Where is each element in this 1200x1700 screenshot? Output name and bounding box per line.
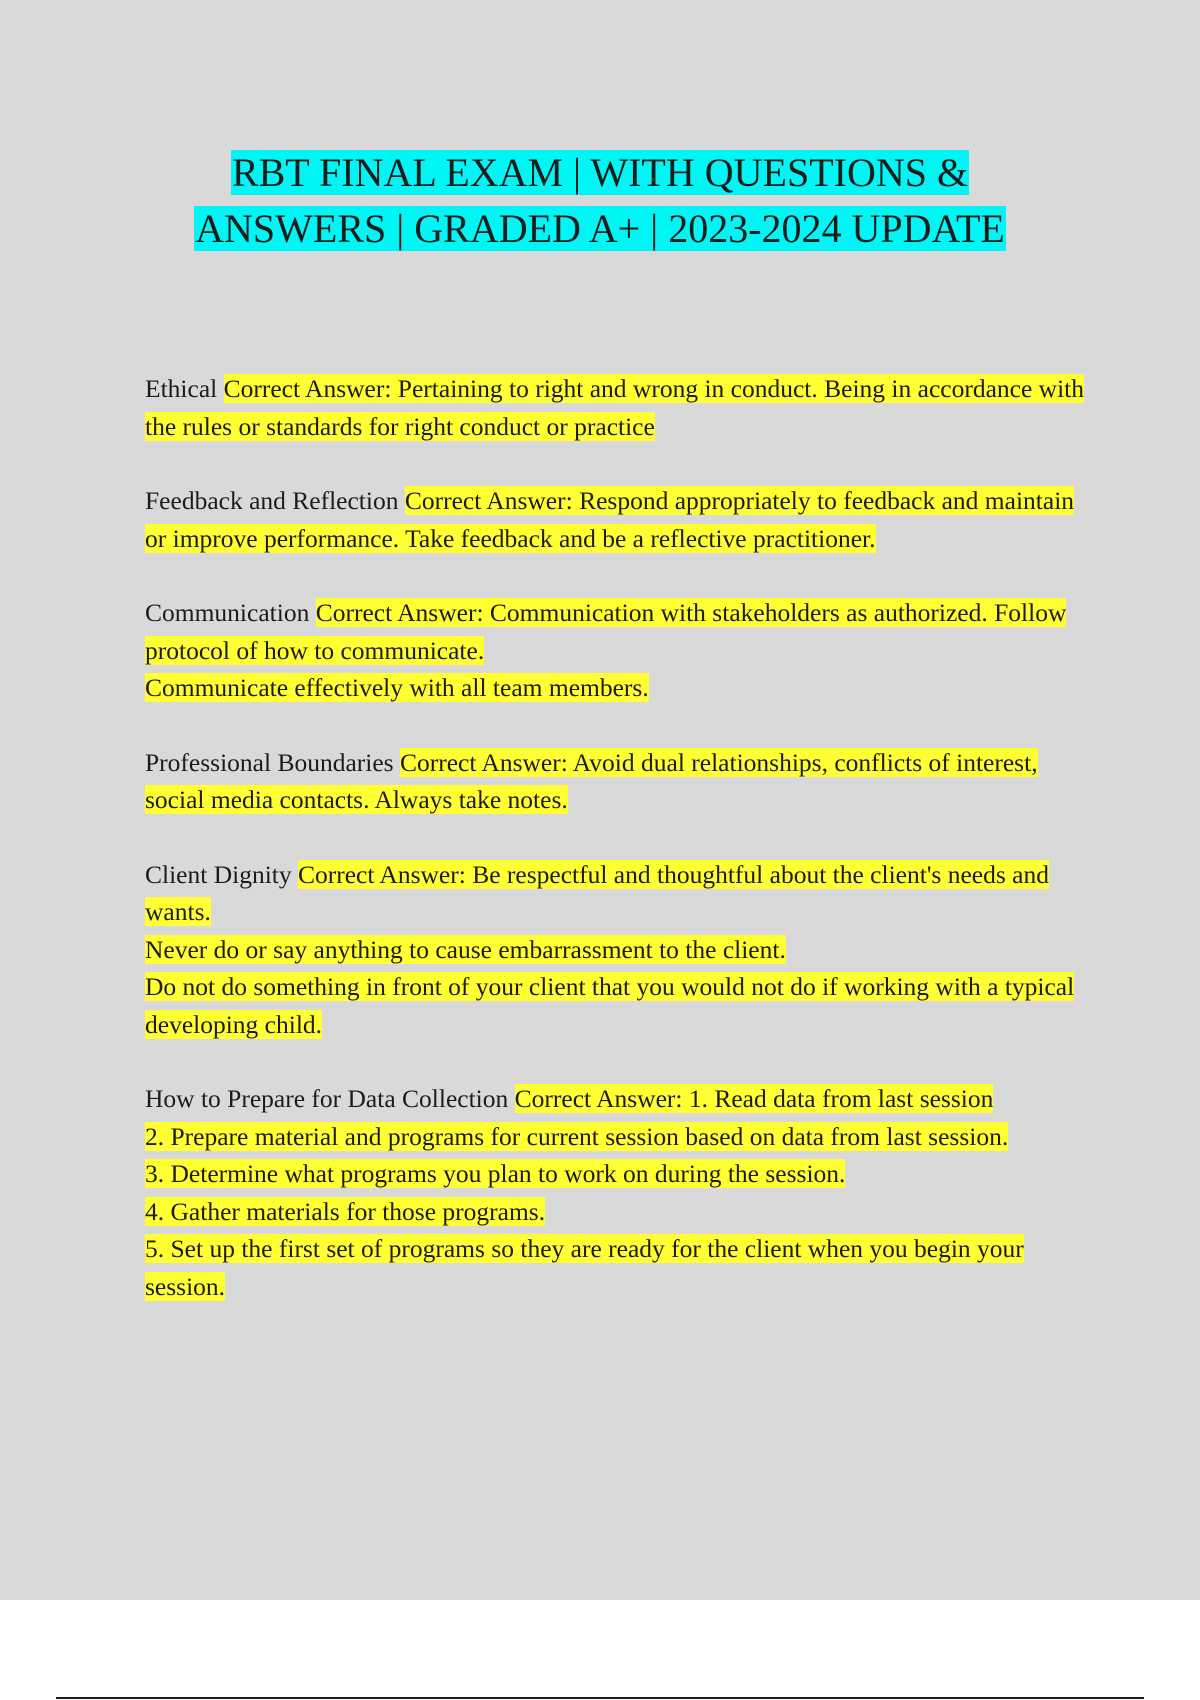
qa-entry-feedback-and-reflection <box>145 482 1095 557</box>
qa-answer: Correct Answer: 1. Read data from last session <box>514 1084 994 1113</box>
qa-list <box>145 370 1095 1342</box>
qa-answer: Correct Answer: Avoid dual relationships, conflicts of interest, social media contacts. Always take notes. <box>145 747 1038 814</box>
qa-term: Professional Boundaries <box>145 747 394 777</box>
qa-entry-communication <box>145 594 1095 707</box>
qa-term: Communication <box>145 598 310 627</box>
qa-answer-line: Do not do something in front of your client that you would not do if working with a typical developing child. <box>145 972 1075 1039</box>
qa-term: Feedback and Reflection <box>145 486 399 515</box>
qa-answer-line: 4. Gather materials for those programs. <box>145 1196 546 1226</box>
qa-term: Client Dignity <box>145 859 292 889</box>
qa-entry-professional-boundaries <box>145 744 1095 819</box>
qa-answer-line: Never do or say anything to cause embarrassment to the client. <box>145 934 786 964</box>
qa-answer: Correct Answer: Pertaining to right and wrong in conduct. Being in accordance with the rules or standards for right conduct or practice <box>145 374 1084 441</box>
qa-term: Ethical <box>145 374 218 403</box>
page-divider <box>56 1697 1144 1699</box>
qa-answer: Correct Answer: Be respectful and thoughtful about the client's needs and wants. <box>145 859 1049 926</box>
qa-answer-line: 3. Determine what programs you plan to work on during the session. <box>145 1159 846 1188</box>
title-line-2: ANSWERS | GRADED A+ | 2023-2024 UPDATE <box>195 206 1005 251</box>
qa-answer: Correct Answer: Respond appropriately to feedback and maintain or improve performance. Take feedback and be a reflective practitioner. <box>145 486 1075 553</box>
qa-answer-line: Communicate effectively with all team members. <box>145 673 649 702</box>
qa-entry-ethical <box>145 370 1095 445</box>
qa-answer: Correct Answer: Communication with stakeholders as authorized. Follow protocol of how to communicate. <box>145 598 1067 665</box>
qa-term: How to Prepare for Data Collection <box>145 1084 509 1113</box>
qa-entry-data-collection <box>145 1080 1095 1305</box>
document-title <box>0 145 1200 257</box>
qa-answer-line: 5. Set up the first set of programs so they are ready for the client when you begin your session. <box>145 1234 1024 1301</box>
title-line-1: RBT FINAL EXAM | WITH QUESTIONS & <box>231 150 969 195</box>
qa-entry-client-dignity <box>145 856 1095 1044</box>
qa-answer-line: 2. Prepare material and programs for current session based on data from last session. <box>145 1121 1009 1151</box>
